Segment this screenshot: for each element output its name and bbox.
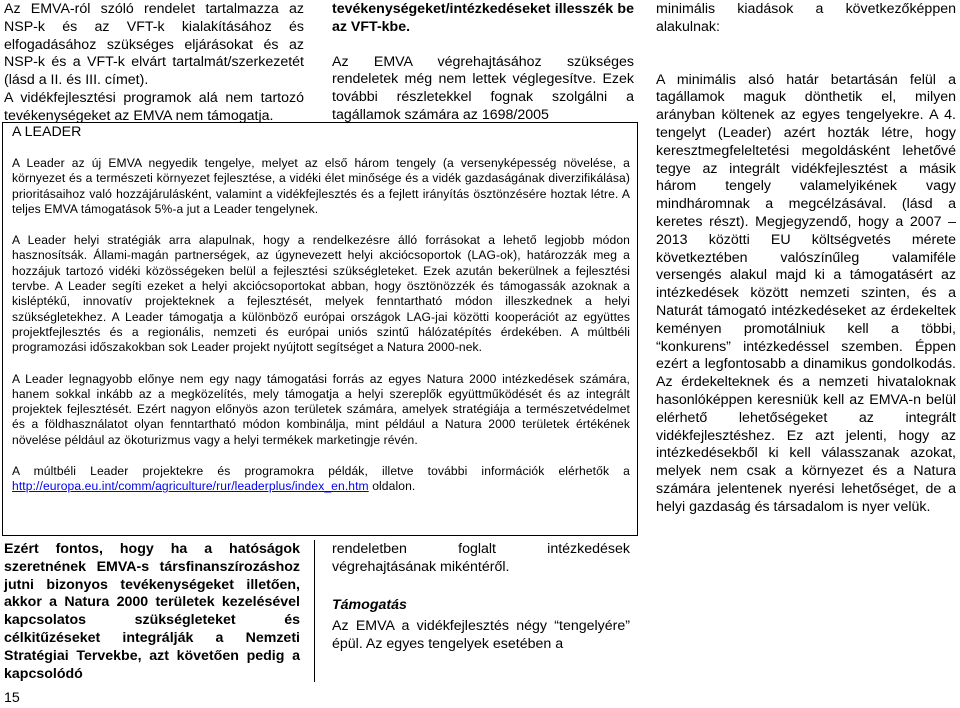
col2-bottom-para-2: Az EMVA a vidékfejlesztés négy “tengelyére” épül. Az egyes tengelyek esetében a [332,618,630,653]
col2-bottom-para: rendeletben foglalt intézkedések végrehajtásának mikéntéről. [332,541,630,575]
leader-para-4-suffix: oldalon. [368,479,416,494]
leaderplus-link[interactable]: http://europa.eu.int/comm/agriculture/rur/leaderplus/index_en.htm [12,479,369,494]
col2-top-bold-line: tevékenységeket/intézkedéseket illesszék be az VFT-kbe. [332,1,634,35]
col2-bottom [332,541,630,654]
col1-top-para-1: Az EMVA-ról szóló rendelet tartalmazza az NSP-k és az VFT-k kialakításához és elfogadásához szükséges eljárásokat és az NSP-k és a VFT-k elvárt tartalmát/szerkezetét (lásd a II. és III. címet). [4,1,304,89]
leader-para-3: A Leader legnagyobb előnye nem egy nagy támogatási forrás az egyes Natura 2000 intézkedések számára, hanem sokkal inkább az a megközelítés, mely támogatja a helyi szereplők együttműködését és az integrált projektek fejlesztését. Ezért nagyon előnyös azon területek számára, amelyek stratégiája a természetvédelmet és a földhasználatot olyan fenntartható módon kombinálja, mint például a Natura 2000 területek értékének növelése például az ökoturizmus vagy a helyi termékek marketingje révén. [12,371,630,447]
page-number: 15 [4,690,20,706]
col1-top [4,1,304,126]
leader-para-2: A Leader helyi stratégiák arra alapulnak, hogy a rendelkezésre álló forrásokat a lehető legjobb módon hasznosítsák. Állami-magán partnerségek, az úgynevezett helyi akciócsoportok (LAG-ok), határozzák meg a hozzájuk tartozó vidéki közösségeken belül a fejlesztési szükségleteket. Ezek azután bekerülnek a fejlesztési tervbe. A Leader segíti ezeket a helyi akciócsoportokat abban, hogy ösztönözzék és támogassák azoknak a kisléptékű, innovatív projekteknek a fejlesztését, melyek fenntartható módon illeszkednek a helyi szükségletekhez. A Leader támogatja a különböző európai országok LAG-jai közötti kooperációt az együttes projektfejlesztés és a regionális, nemzeti és európai uniós szintű hálózatépítés érdekében. A múltbéli programozási időszakokban sok Leader projekt nyújtott segítséget a Natura 2000-nek. [12,233,630,355]
col3-para-1: minimális kiadások a következőképpen alakulnak: [656,1,956,35]
col3 [656,1,956,517]
leader-para-4-text: A múltbéli Leader projektekre és programokra példák, illetve további információk elérhetők a [12,464,630,479]
col1-top-para-2: A vidékfejlesztési programok alá nem tartozó tevékenységeket az EMVA nem támogatja. [4,89,304,124]
tamogatas-heading: Támogatás [332,596,407,613]
col1-bottom [4,541,300,683]
leader-para-1: A Leader az új EMVA negyedik tengelye, melyet az első három tengely (a versenyképesség növelése, a környezet és a természeti környezet fejlesztése, a vidéki élet minősége és a vidék gazdaságának diverzifikálása) prioritásaihoz való hozzájárulásként, valamint a vidékfejlesztés és a fejlett irányítás ösztönzésére hoztak létre. A teljes EMVA támogatások 5%-a jut a Leader tengelynek. [12,156,630,216]
col1-bottom-para: Ezért fontos, hogy ha a hatóságok szeretnének EMVA-s társfinanszírozáshoz jutni bizonyos tevékenységeket illetően, akkor a Natura 2000 területek kezelésével kapcsolatos szükségleteket és célkitűzéseket integrálják a Nemzeti Stratégiai Tervekbe, azt követően pedig a kapcsolódó [4,541,300,682]
leader-para-4 [12,464,630,495]
col2-top [332,1,634,125]
leader-body [12,156,630,495]
column-divider [314,540,315,682]
leader-heading: A LEADER [12,124,82,140]
col3-para-2: A minimális alsó határ betartásán felül a tagállamok maguk dönthetik el, milyen arányban költenek az egyes tengelyekre. A 4. tengelyt (Leader) azért hozták létre, hogy keresztmegfeleltetési megoldásként lehetővé tegye az integrált vidékfejlesztést a másik három tengely valamelyikének vagy mindháromnak a megcélzásával. (lásd a keretes részt). Megjegyzendő, hogy a 2007 – 2013 közötti EU költségvetés mérete következtében valószínűleg valamiféle versengés alakul majd ki a támogatásért az intézkedések között nemzeti szinten, és a Naturát támogató intézkedéseket az érdekeltek keményen promotálniuk kell a többi, “konkurens” intézkedéssel szemben. Éppen ezért a legfontosabb a dinamikus gondolkodás. Az érdekelteknek és a nemzeti hivataloknak hasonlóképpen keresniük kell az EMVA-n belül elérhető lehetőségeket az integrált vidékfejlesztéshez. Ez azt jelenti, hogy az intézkedésekből ki kell válasszanak azokat, melyek nem csak a környezet és a Natura számára jelentenek nyerési lehetőséget, de a helyi gazdaság és társadalom is nyer velük. [656,71,956,515]
col2-top-para: Az EMVA végrehajtásához szükséges rendeletek még nem lettek véglegesítve. Ezek további részletekkel fognak szolgálni a tagállamok számára az 1698/2005 [332,53,634,123]
